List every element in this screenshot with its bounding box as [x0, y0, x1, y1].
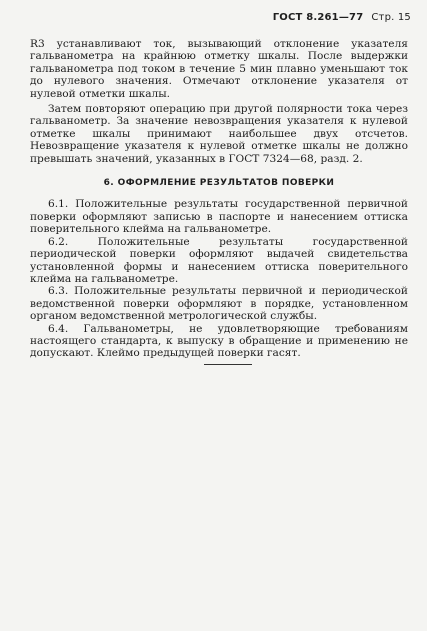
standard-number: ГОСТ 8.261—77	[272, 12, 364, 23]
page-header	[273, 12, 411, 23]
clause-6-3: 6.3. Положительные результаты первичной и периодической ведомственной поверки оформляют в порядке, установленном органом ведомственной метрологической службы.	[30, 285, 408, 323]
end-rule	[204, 364, 252, 365]
clause-6-4: 6.4. Гальванометры, не удовлетворяющие требованиям настоящего стандарта, к выпуску в обращение и применению не допускают. Клеймо предыдущей поверки гасят.	[30, 322, 408, 360]
paragraph-polarity: Затем повторяют операцию при другой полярности тока через гальванометр. За значение невозвращения указателя к нулевой отметке шкалы принимают наибольшее двух отсчетов. Невозвращение указателя к нулевой отметке шкалы не должно превышать значений, указанных в ГОСТ 7324—68, разд. 2.	[30, 103, 408, 165]
clause-6-2: 6.2. Положительные результаты государственной периодической поверки оформляют выдачей свидетельства установленной формы и нанесением оттиска поверительного клейма на гальванометре.	[30, 235, 408, 285]
section-heading: 6. ОФОРМЛЕНИЕ РЕЗУЛЬТАТОВ ПОВЕРКИ	[103, 178, 335, 189]
paragraph-continuation: R3 устанавливают ток, вызывающий отклонение указателя гальванометра на крайнюю отметку шкалы. После выдержки гальванометра под током в течение 5 мин плавно уменьшают ток до нулевого значения. Отмечают отклонение указателя от нулевой отметки шкалы.	[30, 38, 408, 100]
clause-6-1: 6.1. Положительные результаты государственной первичной поверки оформляют записью в паспорте и нанесением оттиска поверительного клейма на гальванометре.	[30, 198, 408, 236]
page-number: Стр. 15	[371, 12, 411, 23]
document-body	[30, 38, 408, 360]
